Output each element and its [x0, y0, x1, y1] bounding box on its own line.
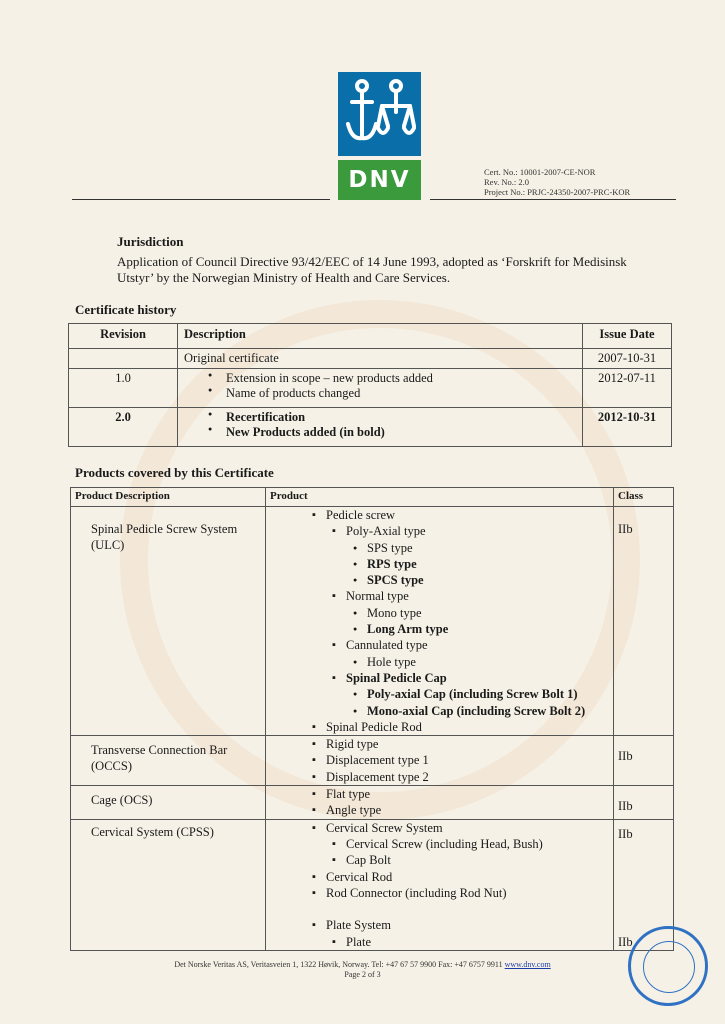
- col-product: Product: [266, 488, 614, 507]
- jurisdiction-text: Application of Council Directive 93/42/EEC of 14 June 1993, adopted as ‘Forskrift for Medisinsk Utstyr’ by the Norwegian Ministry of Health and Care Services.: [117, 254, 627, 285]
- list-item: ▪ Displacement type 1: [270, 752, 609, 768]
- table-row: [69, 369, 672, 408]
- class-cell: IIb: [614, 507, 674, 736]
- revision-cell: [69, 349, 178, 369]
- list-item: ● Mono-axial Cap (including Screw Bolt 2): [270, 703, 609, 719]
- list-item: ▪ Cannulated type: [270, 637, 609, 653]
- certificate-history-table: [68, 323, 672, 447]
- product-list-cell: [266, 507, 614, 736]
- list-item: ▪ Poly-Axial type: [270, 523, 609, 539]
- class-cell: IIb: [614, 786, 674, 820]
- description-cell: [178, 369, 583, 408]
- table-row: [71, 819, 674, 950]
- table-row: [71, 786, 674, 820]
- list-item: ● Long Arm type: [270, 621, 609, 637]
- dnv-anchor-logo: [338, 72, 421, 156]
- page-number: Page 2 of 3: [344, 970, 381, 979]
- list-item: ● SPCS type: [270, 572, 609, 588]
- class-value: IIb: [618, 826, 633, 841]
- products-table: [70, 487, 674, 951]
- list-item: ▪ Spinal Pedicle Cap: [270, 670, 609, 686]
- page-footer: [0, 960, 725, 980]
- list-item: ▪ Cervical Screw System: [270, 820, 609, 836]
- list-item: ▪ Rod Connector (including Rod Nut): [270, 885, 609, 901]
- rev-no: Rev. No.: 2.0: [484, 177, 530, 187]
- product-description-cell: Cage (OCS): [71, 786, 266, 820]
- certificate-info: [484, 167, 630, 197]
- product-list-cell: [266, 736, 614, 786]
- date-cell: 2012-10-31: [583, 408, 672, 447]
- list-spacer: [270, 901, 609, 917]
- table-row: [69, 408, 672, 447]
- col-description: Description: [178, 324, 583, 349]
- table-header-row: [69, 324, 672, 349]
- list-item: ● Name of products changed: [184, 386, 576, 401]
- list-item: ● Extension in scope – new products added: [184, 371, 576, 386]
- col-revision: Revision: [69, 324, 178, 349]
- description-cell: [178, 408, 583, 447]
- list-item: ● Hole type: [270, 654, 609, 670]
- list-item: ▪ Cervical Rod: [270, 869, 609, 885]
- list-item: ▪ Normal type: [270, 588, 609, 604]
- date-cell: 2007-10-31: [583, 349, 672, 369]
- revision-cell: 1.0: [69, 369, 178, 408]
- table-row: [69, 349, 672, 369]
- product-list-cell: [266, 786, 614, 820]
- list-item: ▪ Plate: [270, 934, 609, 950]
- list-item: ● Recertification: [184, 410, 576, 425]
- dnv-logo-text: DNV: [348, 167, 411, 193]
- cert-no: Cert. No.: 10001-2007-CE-NOR: [484, 167, 596, 177]
- col-issue-date: Issue Date: [583, 324, 672, 349]
- list-item: ▪ Cervical Screw (including Head, Bush): [270, 836, 609, 852]
- description-cell: Original certificate: [178, 349, 583, 369]
- table-row: [71, 736, 674, 786]
- list-item: ● SPS type: [270, 540, 609, 556]
- dnv-stamp-seal: [628, 926, 708, 1006]
- class-value: IIb: [618, 934, 633, 949]
- history-heading: Certificate history: [75, 302, 177, 317]
- list-item: ▪ Spinal Pedicle Rod: [270, 719, 609, 735]
- list-item: ▪ Plate System: [270, 917, 609, 933]
- product-description-cell: Transverse Connection Bar (OCCS): [71, 736, 266, 786]
- product-description-cell: Cervical System (CPSS): [71, 819, 266, 950]
- jurisdiction-heading: Jurisdiction: [117, 234, 184, 249]
- table-row: [71, 507, 674, 736]
- website-link[interactable]: www.dnv.com: [504, 960, 551, 969]
- list-item: ● RPS type: [270, 556, 609, 572]
- list-item: ▪ Cap Bolt: [270, 852, 609, 868]
- list-item: ▪ Angle type: [270, 802, 609, 818]
- seal-inner-ring: [643, 941, 695, 993]
- header-rule-right: [430, 199, 676, 200]
- table-header-row: [71, 488, 674, 507]
- list-item: ▪ Rigid type: [270, 736, 609, 752]
- date-cell: 2012-07-11: [583, 369, 672, 408]
- header-rule-left: [72, 199, 330, 200]
- product-list-cell: [266, 819, 614, 950]
- footer-address: Det Norske Veritas AS, Veritasveien 1, 1322 Høvik, Norway. Tel: +47 67 57 9900 Fax: +47 6757 9911: [174, 960, 503, 969]
- list-item: ● New Products added (in bold): [184, 425, 576, 440]
- list-item: ● Mono type: [270, 605, 609, 621]
- revision-cell: 2.0: [69, 408, 178, 447]
- project-no: Project No.: PRJC-24350-2007-PRC-KOR: [484, 187, 631, 197]
- product-description-cell: Spinal Pedicle Screw System (ULC): [71, 507, 266, 736]
- col-product-description: Product Description: [71, 488, 266, 507]
- list-item: ▪ Flat type: [270, 786, 609, 802]
- col-class: Class: [614, 488, 674, 507]
- class-cell: IIb: [614, 736, 674, 786]
- list-item: ▪ Displacement type 2: [270, 769, 609, 785]
- dnv-wordmark: [338, 160, 421, 200]
- list-item: ▪ Pedicle screw: [270, 507, 609, 523]
- products-heading: Products covered by this Certificate: [75, 465, 274, 480]
- list-item: ● Poly-axial Cap (including Screw Bolt 1): [270, 686, 609, 702]
